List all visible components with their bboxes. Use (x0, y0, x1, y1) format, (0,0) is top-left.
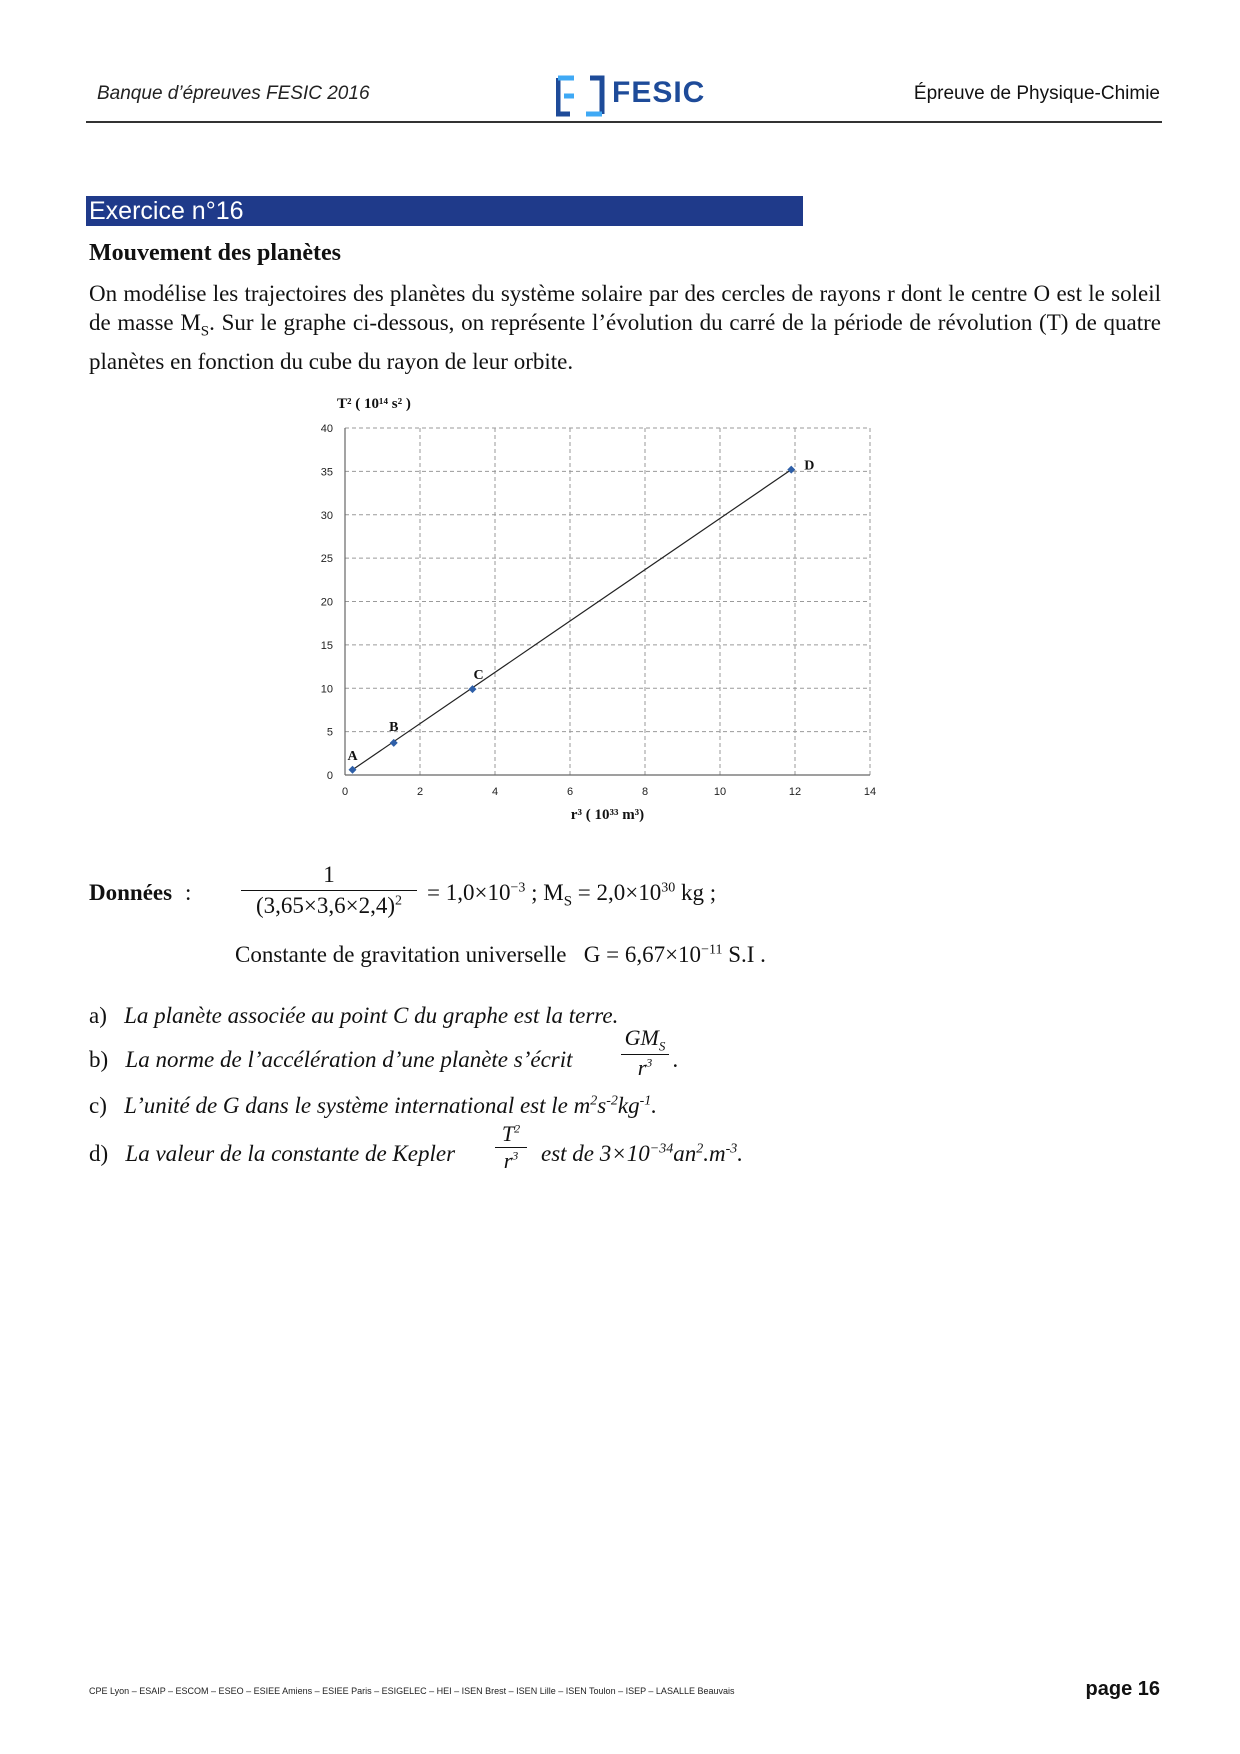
x-tick-label: 14 (863, 786, 877, 798)
const-unit: S.I . (722, 942, 766, 967)
y-tick-label: 0 (326, 770, 333, 782)
x-tick-label: 8 (641, 786, 649, 798)
y-tick-label: 30 (320, 509, 333, 522)
item-a (89, 1003, 618, 1029)
b-num: GM (624, 1025, 659, 1050)
sep: ; M (525, 880, 564, 905)
kepler-chart (300, 390, 950, 830)
const-eq: G = 6,67×10 (583, 942, 702, 967)
point-label-a: A (347, 748, 358, 764)
item-c-text (124, 1093, 657, 1118)
d-t2: est de 3×10 (541, 1141, 650, 1166)
intro-subscript: S (200, 323, 210, 340)
item-b-fraction (621, 1025, 669, 1081)
d-e1: −34 (649, 1141, 674, 1157)
item-b-numerator (621, 1025, 669, 1054)
header-divider (86, 121, 1162, 123)
data-point-d (787, 466, 795, 474)
c-e3: -1 (639, 1093, 652, 1109)
item-d-text-2 (541, 1141, 743, 1167)
item-c-label: c) (89, 1093, 107, 1118)
fraction-one (241, 862, 417, 919)
point-label-d: D (804, 458, 815, 474)
item-b-text: La norme de l’accélération d’une planète s’écrit (125, 1047, 573, 1072)
x-tick-label: 0 (341, 786, 349, 798)
d-e3: -3 (725, 1141, 738, 1157)
d-num-exp: 2 (514, 1121, 521, 1136)
x-tick-label: 2 (416, 786, 424, 798)
b-num-sub: S (658, 1038, 666, 1054)
eq2: = 2,0×10 (572, 880, 662, 905)
item-d-denominator (495, 1147, 527, 1174)
eq2-exp: 30 (661, 880, 676, 896)
donnees-block (89, 862, 1089, 990)
x-tick-label: 6 (566, 786, 574, 798)
c-end: . (651, 1093, 657, 1118)
eq2-unit: kg ; (675, 880, 717, 905)
item-d (89, 1141, 455, 1167)
donnees-colon: : (185, 880, 192, 905)
ms-sub: S (563, 893, 573, 910)
y-tick-label: 25 (320, 553, 333, 566)
const-label: Constante de gravitation universelle (235, 942, 567, 967)
donnees-equalities (427, 880, 716, 911)
d-den: r (503, 1148, 513, 1173)
frac-den-exp: 2 (395, 893, 402, 909)
gravitation-constant (235, 942, 766, 968)
exercise-intro (89, 279, 1161, 376)
d-t3: an (673, 1141, 697, 1166)
eq1-exp: −3 (510, 880, 526, 896)
y-tick-label: 20 (320, 596, 333, 609)
x-tick-label: 12 (788, 786, 802, 798)
donnees-label: Données (89, 880, 173, 905)
d-t4: .m (703, 1141, 726, 1166)
item-c (89, 1093, 657, 1119)
fraction-denominator (241, 890, 417, 919)
item-d-numerator (495, 1121, 527, 1147)
c-t3: kg (617, 1093, 640, 1118)
intro-part-2: . Sur le graphe ci-dessous, on représente l’évolution du carré de la période de révolution (T) de quatre planètes en fonction du cube du rayon de leur orbite. (89, 310, 1161, 374)
logo-text: FESIC (612, 76, 706, 109)
c-t2: s (597, 1093, 607, 1118)
item-d-text-1: La valeur de la constante de Kepler (125, 1141, 456, 1166)
item-d-fraction (495, 1121, 527, 1174)
fraction-numerator: 1 (323, 862, 335, 887)
const-exp: −11 (701, 942, 723, 958)
c-e1: 2 (590, 1093, 598, 1109)
item-b (89, 1047, 573, 1073)
exercise-subtitle: Mouvement des planètes (89, 240, 341, 266)
d-end: . (737, 1141, 744, 1166)
header-right-text: Épreuve de Physique-Chimie (913, 83, 1160, 104)
c-t1: L’unité de G dans le système international est le m (124, 1093, 591, 1118)
answer-items (89, 1003, 1089, 1203)
item-b-end: . (673, 1047, 679, 1072)
item-d-label: d) (89, 1141, 109, 1166)
y-tick-label: 5 (326, 726, 333, 739)
footer-schools: CPE Lyon – ESAIP – ESCOM – ESEO – ESIEE Amiens – ESIEE Paris – ESIGELEC – HEI – ISEN Brest – ISEN Lille – ISEN Toulon – ISEP – LASALLE Beauvais (89, 1686, 735, 1696)
item-b-denominator (621, 1054, 669, 1081)
eq1: = 1,0×10 (427, 880, 511, 905)
data-point-a (349, 766, 357, 774)
c-e2: -2 (606, 1093, 618, 1109)
exercise-title: Exercice n°16 (89, 197, 244, 225)
d-den-exp: 3 (512, 1148, 519, 1163)
y-tick-label: 10 (320, 683, 333, 696)
x-axis-label: r³ ( 10³³ m³) (570, 807, 645, 823)
frac-den-text: (3,65×3,6×2,4) (255, 893, 395, 918)
item-a-label: a) (89, 1003, 107, 1028)
y-axis-label: T² ( 10¹⁴ s² ) (337, 396, 411, 412)
point-label-c: C (473, 668, 484, 684)
d-num: T (501, 1121, 515, 1146)
d-e2: 2 (696, 1141, 704, 1157)
item-b-label: b) (89, 1047, 109, 1072)
x-tick-label: 10 (713, 786, 727, 798)
b-den: r (637, 1055, 647, 1081)
y-tick-label: 40 (320, 423, 333, 435)
b-den-exp: 3 (646, 1056, 653, 1071)
header-left-text: Banque d’épreuves FESIC 2016 (97, 83, 370, 104)
y-tick-label: 15 (320, 639, 333, 652)
point-label-b: B (389, 719, 399, 735)
item-a-text: La planète associée au point C du graphe est la terre. (124, 1003, 619, 1028)
intro-part-1: On modélise les trajectoires des planètes du système solaire par des cercles de rayons r dont le centre O est le soleil de masse M (89, 281, 1161, 335)
x-tick-label: 4 (491, 786, 499, 798)
page-number: page 16 (1085, 1678, 1160, 1700)
y-tick-label: 35 (320, 466, 333, 479)
